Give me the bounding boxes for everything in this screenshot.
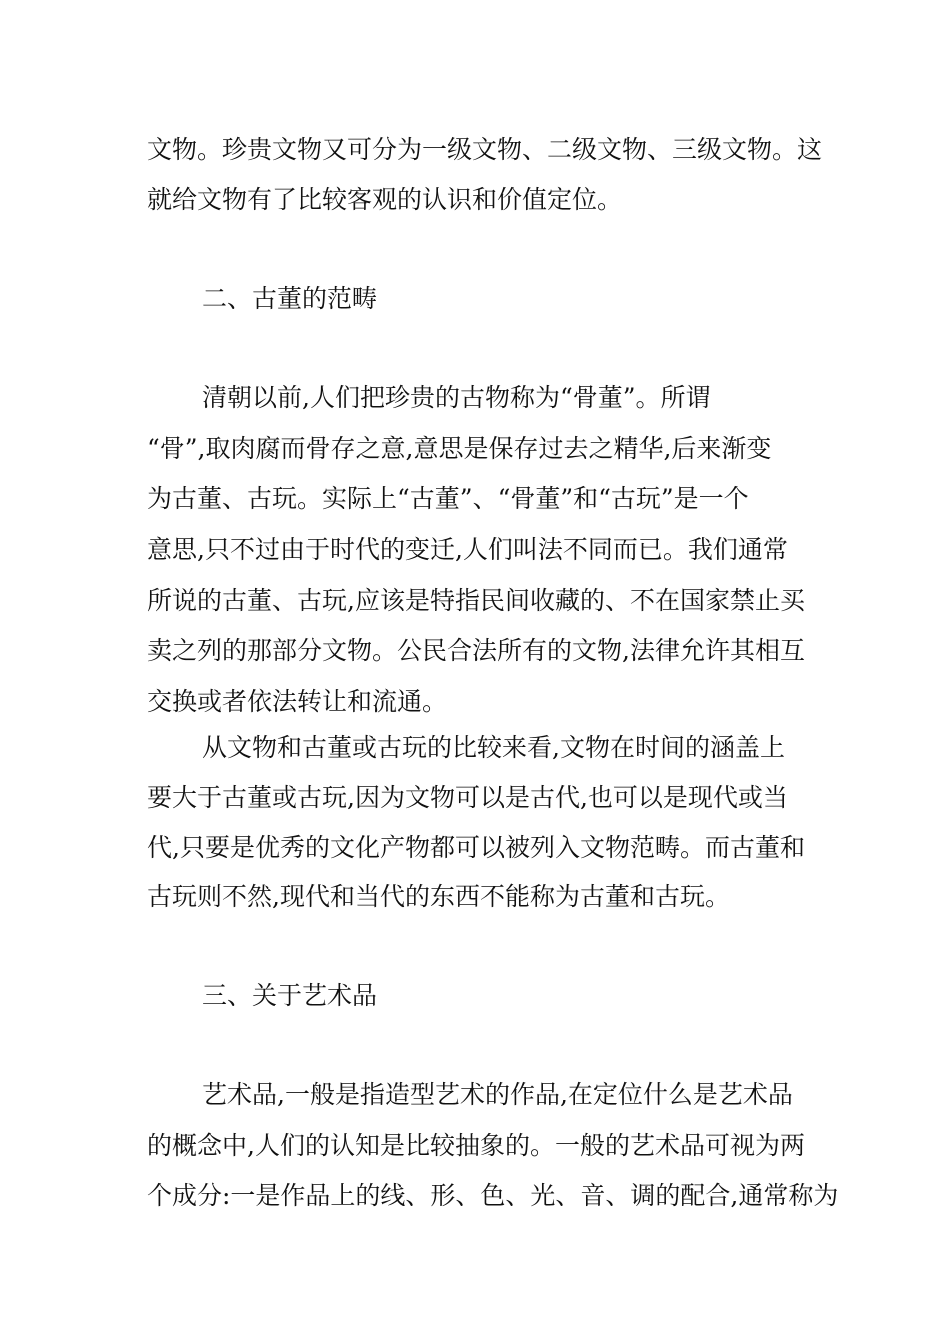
text-line: 就给文物有了比较客观的认识和价值定位。: [147, 185, 623, 214]
text-line: 要大于古董或古玩,因为文物可以是古代,也可以是现代或当: [147, 783, 788, 812]
text-line: 为古董、古玩。实际上“古董”、“骨董”和“古玩”是一个: [147, 484, 749, 513]
text-line: 卖之列的那部分文物。公民合法所有的文物,法律允许其相互: [147, 636, 805, 665]
text-line: 个成分:一是作品上的线、形、色、光、音、调的配合,通常称为: [147, 1181, 839, 1210]
section-heading: 三、关于艺术品: [202, 981, 378, 1010]
text-line: 交换或者依法转让和流通。: [147, 687, 448, 716]
text-line: 意思,只不过由于时代的变迁,人们叫法不同而已。我们通常: [147, 535, 788, 564]
text-line: 清朝以前,人们把珍贵的古物称为“骨董”。所谓: [202, 383, 711, 412]
text-line: 所说的古董、古玩,应该是特指民间收藏的、不在国家禁止买: [147, 586, 805, 615]
text-line: 艺术品,一般是指造型艺术的作品,在定位什么是艺术品: [202, 1080, 793, 1109]
text-line: 古玩则不然,现代和当代的东西不能称为古董和古玩。: [147, 882, 730, 911]
text-line: “骨”,取肉腐而骨存之意,意思是保存过去之精华,后来渐变: [147, 434, 772, 463]
section-heading: 二、古董的范畴: [202, 284, 378, 313]
text-line: 代,只要是优秀的文化产物都可以被列入文物范畴。而古董和: [147, 833, 805, 862]
text-line: 的概念中,人们的认知是比较抽象的。一般的艺术品可视为两: [147, 1131, 805, 1160]
text-line: 从文物和古董或古玩的比较来看,文物在时间的涵盖上: [202, 733, 785, 762]
text-line: 文物。珍贵文物又可分为一级文物、二级文物、三级文物。这: [147, 135, 823, 164]
